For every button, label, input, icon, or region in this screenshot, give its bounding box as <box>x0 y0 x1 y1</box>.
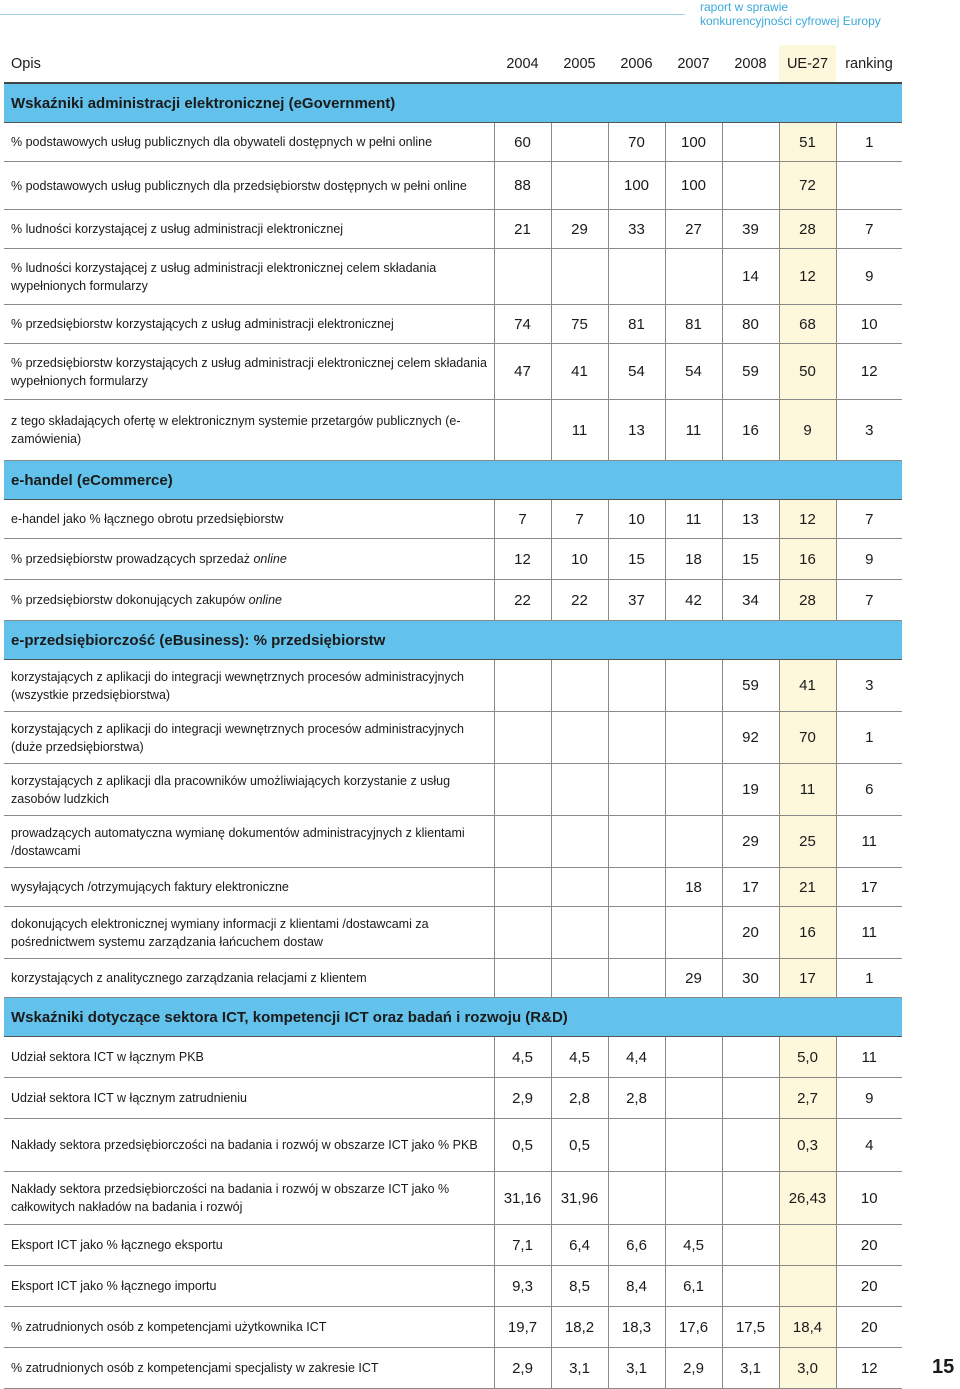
table-row <box>4 1225 902 1266</box>
row-description <box>4 1225 494 1266</box>
value-2008 <box>722 1078 779 1119</box>
value-2006: 81 <box>608 305 665 344</box>
value-2006 <box>608 764 665 816</box>
value-2008: 19 <box>722 764 779 816</box>
row-description-text: Eksport ICT jako % łącznego importu <box>11 1279 217 1293</box>
header-rule <box>0 14 685 15</box>
value-ranking: 7 <box>836 210 902 249</box>
value-2007: 4,5 <box>665 1225 722 1266</box>
section-title: Wskaźniki administracji elektronicznej (eGovernment) <box>4 83 902 123</box>
value-2007: 54 <box>665 344 722 400</box>
row-description <box>4 400 494 461</box>
value-ue27: 70 <box>779 712 836 764</box>
value-2005: 8,5 <box>551 1266 608 1307</box>
value-2008: 13 <box>722 500 779 539</box>
row-description <box>4 210 494 249</box>
value-2004: 12 <box>494 539 551 580</box>
value-2006: 4,4 <box>608 1037 665 1078</box>
section-title: e-handel (eCommerce) <box>4 461 902 500</box>
row-description-text: korzystających z aplikacji do integracji wewnętrznych procesów administracyjnych (duże przedsiębiorstwa) <box>11 721 464 754</box>
row-description-text: % ludności korzystającej z usług administracji elektronicznej celem składania wypełnionych formularzy <box>11 260 437 293</box>
value-ranking: 11 <box>836 816 902 868</box>
column-header-2005: 2005 <box>551 45 608 83</box>
value-2004 <box>494 764 551 816</box>
value-2004: 19,7 <box>494 1307 551 1348</box>
value-ranking: 20 <box>836 1307 902 1348</box>
value-2006: 37 <box>608 580 665 621</box>
value-ue27: 5,0 <box>779 1037 836 1078</box>
value-ue27: 25 <box>779 816 836 868</box>
value-ue27: 0,3 <box>779 1119 836 1172</box>
value-2008: 80 <box>722 305 779 344</box>
value-ranking: 11 <box>836 1037 902 1078</box>
row-description-text: prowadzących automatyczna wymianę dokumentów administracyjnych z klientami /dostawcami <box>11 825 465 858</box>
value-ue27: 11 <box>779 764 836 816</box>
value-2005: 22 <box>551 580 608 621</box>
table-row <box>4 660 902 712</box>
row-description-italic: online <box>248 593 282 607</box>
value-2007: 42 <box>665 580 722 621</box>
table-row <box>4 580 902 621</box>
row-description-text: % przedsiębiorstw korzystających z usług administracji elektronicznej celem składania wypełnionych formularzy <box>11 355 487 388</box>
section-ebusiness <box>4 621 902 660</box>
section-ecommerce <box>4 461 902 500</box>
table-row <box>4 907 902 959</box>
value-2008: 20 <box>722 907 779 959</box>
row-description <box>4 123 494 162</box>
value-2008: 15 <box>722 539 779 580</box>
value-2005 <box>551 712 608 764</box>
value-2008: 17 <box>722 868 779 907</box>
table-row <box>4 400 902 461</box>
column-header-row <box>4 45 902 83</box>
row-description-text: Udział sektora ICT w łącznym PKB <box>11 1050 204 1064</box>
value-2008: 59 <box>722 660 779 712</box>
value-2006: 10 <box>608 500 665 539</box>
value-2006: 33 <box>608 210 665 249</box>
row-description <box>4 1348 494 1389</box>
value-2007 <box>665 1037 722 1078</box>
value-2007: 11 <box>665 500 722 539</box>
value-2008: 16 <box>722 400 779 461</box>
table-row <box>4 539 902 580</box>
report-title-line-2: konkurencyjności cyfrowej Europy <box>700 14 881 28</box>
value-ue27 <box>779 1266 836 1307</box>
row-description <box>4 764 494 816</box>
value-ue27: 21 <box>779 868 836 907</box>
value-ranking: 10 <box>836 305 902 344</box>
table-row <box>4 1119 902 1172</box>
row-description-text: dokonujących elektronicznej wymiany informacji z klientami /dostawcami za pośrednictwem systemu zarządzania łańcuchem dostaw <box>11 916 429 949</box>
value-2005: 29 <box>551 210 608 249</box>
column-header-2008: 2008 <box>722 45 779 83</box>
row-description <box>4 816 494 868</box>
value-2005 <box>551 816 608 868</box>
value-ue27: 50 <box>779 344 836 400</box>
row-description-text: Nakłady sektora przedsiębiorczości na badania i rozwój w obszarze ICT jako % całkowitych nakładów na badania i rozwój <box>11 1182 450 1214</box>
value-2004: 31,16 <box>494 1172 551 1225</box>
value-ranking: 12 <box>836 1348 902 1389</box>
value-ranking: 1 <box>836 123 902 162</box>
table-row <box>4 868 902 907</box>
value-2005 <box>551 764 608 816</box>
report-title <box>700 0 881 28</box>
table-row <box>4 1266 902 1307</box>
row-description <box>4 539 494 580</box>
value-2006: 2,8 <box>608 1078 665 1119</box>
value-2006: 6,6 <box>608 1225 665 1266</box>
table-row <box>4 500 902 539</box>
column-header-opis: Opis <box>4 45 494 83</box>
value-2005: 3,1 <box>551 1348 608 1389</box>
value-ue27: 12 <box>779 249 836 305</box>
value-2005: 6,4 <box>551 1225 608 1266</box>
row-description-text: korzystających z analitycznego zarządzania relacjami z klientem <box>11 971 367 985</box>
row-description-italic: online <box>253 552 287 566</box>
row-description <box>4 660 494 712</box>
table-row <box>4 1078 902 1119</box>
value-ranking: 20 <box>836 1225 902 1266</box>
value-ue27: 28 <box>779 210 836 249</box>
value-ranking: 17 <box>836 868 902 907</box>
value-2007 <box>665 1119 722 1172</box>
value-2008: 14 <box>722 249 779 305</box>
value-2008: 92 <box>722 712 779 764</box>
table-row <box>4 344 902 400</box>
value-2004: 7 <box>494 500 551 539</box>
column-header-2004: 2004 <box>494 45 551 83</box>
value-2008: 17,5 <box>722 1307 779 1348</box>
row-description <box>4 500 494 539</box>
value-2007 <box>665 1172 722 1225</box>
value-ue27 <box>779 1225 836 1266</box>
table-row <box>4 712 902 764</box>
section-title: Wskaźniki dotyczące sektora ICT, kompetencji ICT oraz badań i rozwoju (R&D) <box>4 998 902 1037</box>
value-2004 <box>494 907 551 959</box>
column-header-ranking: ranking <box>836 45 902 83</box>
value-ranking: 12 <box>836 344 902 400</box>
value-2007: 27 <box>665 210 722 249</box>
row-description <box>4 580 494 621</box>
value-2004: 22 <box>494 580 551 621</box>
value-ue27: 12 <box>779 500 836 539</box>
value-2004 <box>494 400 551 461</box>
row-description-text: korzystających z aplikacji do integracji wewnętrznych procesów administracyjnych (wszystkie przedsiębiorstwa) <box>11 669 464 702</box>
value-2006: 100 <box>608 162 665 210</box>
row-description <box>4 959 494 998</box>
value-2006: 70 <box>608 123 665 162</box>
value-2006 <box>608 959 665 998</box>
table-row <box>4 305 902 344</box>
value-2007 <box>665 907 722 959</box>
table-row <box>4 1037 902 1078</box>
value-2007 <box>665 1078 722 1119</box>
value-ranking: 7 <box>836 500 902 539</box>
value-2007 <box>665 816 722 868</box>
value-ue27: 16 <box>779 539 836 580</box>
page-number: 15 <box>932 1356 955 1378</box>
table-row <box>4 123 902 162</box>
value-ue27: 28 <box>779 580 836 621</box>
column-header-2006: 2006 <box>608 45 665 83</box>
row-description <box>4 305 494 344</box>
row-description <box>4 1078 494 1119</box>
value-2008 <box>722 162 779 210</box>
value-2005: 18,2 <box>551 1307 608 1348</box>
value-2007: 18 <box>665 539 722 580</box>
table-row <box>4 1348 902 1389</box>
value-ranking: 9 <box>836 249 902 305</box>
value-ranking: 10 <box>836 1172 902 1225</box>
value-2005 <box>551 868 608 907</box>
value-2006: 8,4 <box>608 1266 665 1307</box>
table-row <box>4 162 902 210</box>
value-2004 <box>494 712 551 764</box>
value-ue27: 68 <box>779 305 836 344</box>
value-2005 <box>551 162 608 210</box>
row-description <box>4 344 494 400</box>
value-2007 <box>665 764 722 816</box>
row-description <box>4 712 494 764</box>
value-2007 <box>665 712 722 764</box>
value-2008: 29 <box>722 816 779 868</box>
value-2007: 17,6 <box>665 1307 722 1348</box>
row-description-text: % zatrudnionych osób z kompetencjami specjalisty w zakresie ICT <box>11 1361 379 1375</box>
row-description <box>4 162 494 210</box>
row-description <box>4 1266 494 1307</box>
row-description <box>4 868 494 907</box>
value-2005: 0,5 <box>551 1119 608 1172</box>
value-2005 <box>551 123 608 162</box>
value-2007: 18 <box>665 868 722 907</box>
row-description-text: % przedsiębiorstw korzystających z usług administracji elektronicznej <box>11 317 394 331</box>
value-2004: 60 <box>494 123 551 162</box>
row-description-text: z tego składających ofertę w elektronicznym systemie przetargów publicznych (e-zamówienia) <box>11 414 461 446</box>
value-2004 <box>494 249 551 305</box>
value-2005 <box>551 249 608 305</box>
value-ue27: 72 <box>779 162 836 210</box>
value-ue27: 16 <box>779 907 836 959</box>
value-2008 <box>722 1266 779 1307</box>
value-2006 <box>608 249 665 305</box>
row-description <box>4 1172 494 1225</box>
value-ue27: 51 <box>779 123 836 162</box>
value-2004: 0,5 <box>494 1119 551 1172</box>
table-row <box>4 764 902 816</box>
value-2008 <box>722 123 779 162</box>
value-2008 <box>722 1037 779 1078</box>
section-egovernment <box>4 83 902 123</box>
value-2004: 88 <box>494 162 551 210</box>
value-2006 <box>608 660 665 712</box>
value-2006 <box>608 816 665 868</box>
row-description-text: % podstawowych usług publicznych dla przedsiębiorstw dostępnych w pełni online <box>11 178 467 193</box>
value-2005: 10 <box>551 539 608 580</box>
value-2006 <box>608 1119 665 1172</box>
value-ue27: 18,4 <box>779 1307 836 1348</box>
value-2007: 11 <box>665 400 722 461</box>
value-ue27: 41 <box>779 660 836 712</box>
value-ranking: 20 <box>836 1266 902 1307</box>
value-2008: 59 <box>722 344 779 400</box>
value-2007: 6,1 <box>665 1266 722 1307</box>
table-row <box>4 816 902 868</box>
value-2006: 18,3 <box>608 1307 665 1348</box>
value-2005 <box>551 907 608 959</box>
value-2005: 7 <box>551 500 608 539</box>
row-description-text: wysyłających /otrzymujących faktury elektroniczne <box>11 880 289 894</box>
value-2004 <box>494 660 551 712</box>
row-description-text: korzystających z aplikacji dla pracowników umożliwiających korzystanie z usług zasobów ludzkich <box>11 773 451 806</box>
row-description-text: % przedsiębiorstw prowadzących sprzedaż <box>11 552 254 566</box>
value-2008 <box>722 1225 779 1266</box>
value-2006: 54 <box>608 344 665 400</box>
value-ranking: 3 <box>836 400 902 461</box>
value-ue27: 2,7 <box>779 1078 836 1119</box>
value-ue27: 9 <box>779 400 836 461</box>
row-description-text: Udział sektora ICT w łącznym zatrudnieniu <box>11 1091 247 1105</box>
value-2007 <box>665 660 722 712</box>
value-ranking: 9 <box>836 1078 902 1119</box>
value-2008: 30 <box>722 959 779 998</box>
value-2005: 4,5 <box>551 1037 608 1078</box>
section-ict <box>4 998 902 1037</box>
value-2005: 2,8 <box>551 1078 608 1119</box>
value-2007 <box>665 249 722 305</box>
table-row <box>4 210 902 249</box>
section-title: e-przedsiębiorczość (eBusiness): % przedsiębiorstw <box>4 621 902 660</box>
row-description-text: Nakłady sektora przedsiębiorczości na badania i rozwój w obszarze ICT jako % PKB <box>11 1138 478 1152</box>
row-description <box>4 1119 494 1172</box>
value-2004: 2,9 <box>494 1348 551 1389</box>
value-2006 <box>608 868 665 907</box>
value-2006: 13 <box>608 400 665 461</box>
value-2004: 7,1 <box>494 1225 551 1266</box>
row-description-text: % zatrudnionych osób z kompetencjami użytkownika ICT <box>11 1320 327 1334</box>
row-description <box>4 1037 494 1078</box>
value-2004: 47 <box>494 344 551 400</box>
value-2004: 2,9 <box>494 1078 551 1119</box>
value-ranking: 1 <box>836 959 902 998</box>
value-2005 <box>551 959 608 998</box>
table-row <box>4 959 902 998</box>
table-row <box>4 249 902 305</box>
report-title-line-1: raport w sprawie <box>700 0 789 14</box>
column-header-2007: 2007 <box>665 45 722 83</box>
value-2004: 21 <box>494 210 551 249</box>
value-ranking <box>836 162 902 210</box>
value-2005: 11 <box>551 400 608 461</box>
value-2008: 34 <box>722 580 779 621</box>
value-2007: 100 <box>665 123 722 162</box>
value-ranking: 3 <box>836 660 902 712</box>
column-header-ue27: UE-27 <box>779 45 836 83</box>
row-description <box>4 1307 494 1348</box>
row-description <box>4 907 494 959</box>
indicators-table <box>4 45 902 1389</box>
value-2006 <box>608 712 665 764</box>
value-ranking: 7 <box>836 580 902 621</box>
value-2006: 15 <box>608 539 665 580</box>
value-2006 <box>608 1172 665 1225</box>
value-2008 <box>722 1119 779 1172</box>
value-2007: 100 <box>665 162 722 210</box>
value-2005 <box>551 660 608 712</box>
table-row <box>4 1307 902 1348</box>
value-2006: 3,1 <box>608 1348 665 1389</box>
value-2007: 81 <box>665 305 722 344</box>
value-ranking: 4 <box>836 1119 902 1172</box>
row-description-text: e-handel jako % łącznego obrotu przedsiębiorstw <box>11 512 284 526</box>
value-2007: 29 <box>665 959 722 998</box>
value-2004 <box>494 816 551 868</box>
row-description-text: % przedsiębiorstw dokonujących zakupów <box>11 593 249 607</box>
row-description-text: % ludności korzystającej z usług administracji elektronicznej <box>11 222 344 236</box>
value-2008: 3,1 <box>722 1348 779 1389</box>
row-description-text: Eksport ICT jako % łącznego eksportu <box>11 1238 223 1252</box>
row-description <box>4 249 494 305</box>
value-2005: 41 <box>551 344 608 400</box>
value-2006 <box>608 907 665 959</box>
value-ue27: 3,0 <box>779 1348 836 1389</box>
value-ranking: 6 <box>836 764 902 816</box>
value-2008: 39 <box>722 210 779 249</box>
value-2004: 74 <box>494 305 551 344</box>
value-2005: 75 <box>551 305 608 344</box>
value-ranking: 9 <box>836 539 902 580</box>
row-description-text: % podstawowych usług publicznych dla obywateli dostępnych w pełni online <box>11 135 433 149</box>
value-2008 <box>722 1172 779 1225</box>
value-ranking: 11 <box>836 907 902 959</box>
value-ue27: 26,43 <box>779 1172 836 1225</box>
value-2005: 31,96 <box>551 1172 608 1225</box>
value-2007: 2,9 <box>665 1348 722 1389</box>
table-row <box>4 1172 902 1225</box>
value-2004: 4,5 <box>494 1037 551 1078</box>
value-2004: 9,3 <box>494 1266 551 1307</box>
value-ranking: 1 <box>836 712 902 764</box>
value-2004 <box>494 959 551 998</box>
value-ue27: 17 <box>779 959 836 998</box>
value-2004 <box>494 868 551 907</box>
